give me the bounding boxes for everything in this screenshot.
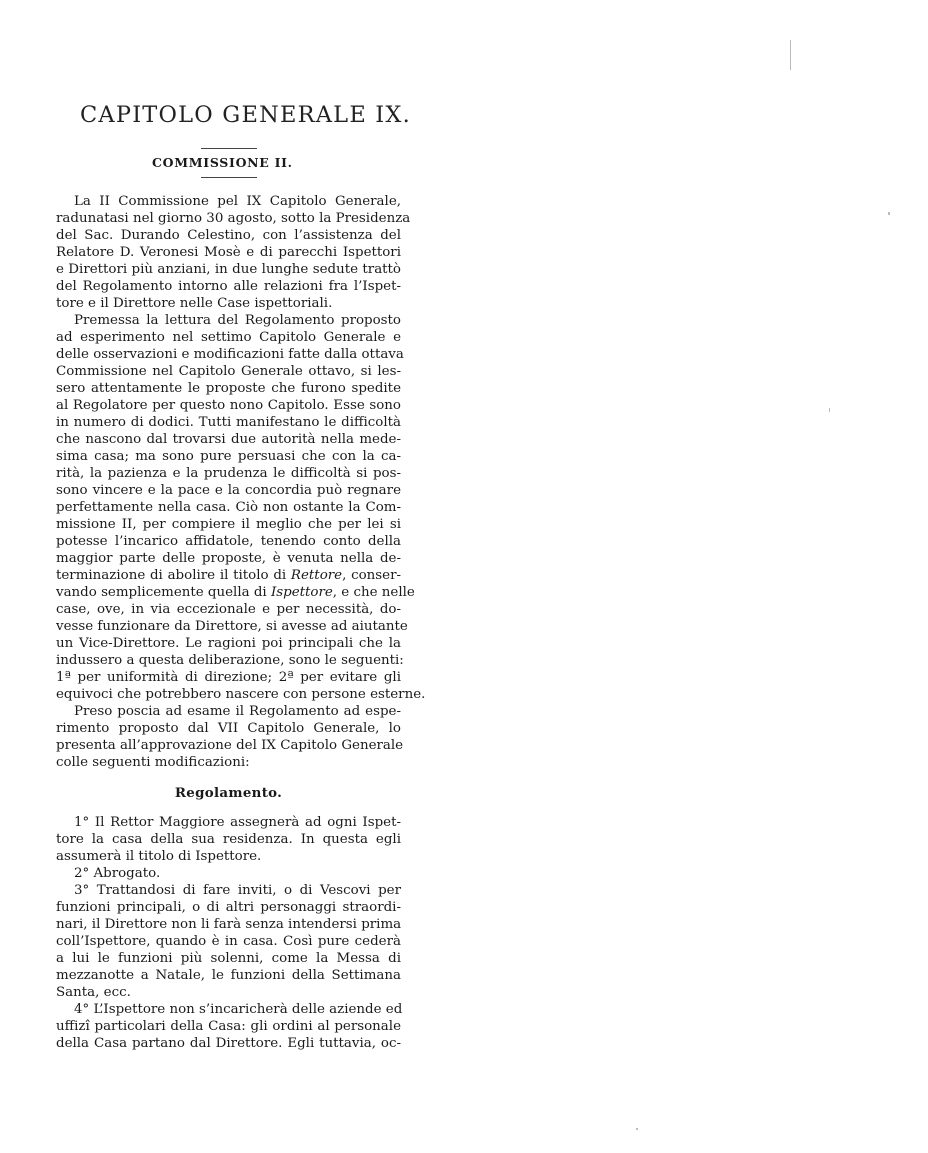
paragraph-line: case, ove, in via eccezionale e per necessità, do-	[56, 602, 401, 617]
title-rule-bottom	[201, 177, 257, 178]
paragraph-line: in numero di dodici. Tutti manifestano le difficoltà	[56, 415, 401, 430]
paragraph-line: Preso poscia ad esame il Regolamento ad espe-	[74, 704, 401, 719]
paragraph-line: potesse l’incarico affidatole, tenendo conto della	[56, 534, 401, 549]
emphasis: Ispettore	[270, 585, 333, 600]
scan-mark	[829, 408, 830, 412]
paragraph-line: La II Commissione pel IX Capitolo Generale,	[74, 194, 401, 209]
paragraph-line: Commissione nel Capitolo Generale ottavo, si les-	[56, 364, 401, 379]
article-line: 1° Il Rettor Maggiore assegnerà ad ogni Ispet-	[74, 815, 401, 830]
paragraph-line: maggior parte delle proposte, è venuta nella de-	[56, 551, 401, 566]
paragraph-line: Relatore D. Veronesi Mosè e di parecchi Ispettori	[56, 245, 401, 260]
article-line: coll’Ispettore, quando è in casa. Così pure cederà	[56, 934, 401, 949]
scan-mark	[636, 1128, 638, 1130]
article-line: tore la casa della sua residenza. In questa egli	[56, 832, 401, 847]
article-line: 2° Abrogato.	[74, 866, 161, 881]
paragraph-line: un Vice-Direttore. Le ragioni poi principali che la	[56, 636, 401, 651]
article-line: a lui le funzioni più solenni, come la Messa di	[56, 951, 401, 966]
article-line: assumerà il titolo di Ispettore.	[56, 849, 262, 864]
paragraph-line: perfettamente nella casa. Ciò non ostante la Com-	[56, 500, 401, 515]
article-line: funzioni principali, o di altri personaggi straordi-	[56, 900, 401, 915]
paragraph-line: presenta all’approvazione del IX Capitolo Generale	[56, 738, 404, 753]
scan-mark	[790, 40, 791, 70]
paragraph-line: e Direttori più anziani, in due lunghe sedute trattò	[56, 262, 401, 277]
article-line: 4° L’Ispettore non s’incaricherà delle aziende ed	[74, 1002, 403, 1017]
paragraph-line: tore e il Direttore nelle Case ispettoriali.	[56, 296, 333, 311]
paragraph-line: rimento proposto dal VII Capitolo Generale, lo	[56, 721, 401, 736]
paragraph-line: sima casa; ma sono pure persuasi che con la ca-	[56, 449, 401, 464]
paragraph-line: sono vincere e la pace e la concordia può regnare	[56, 483, 401, 498]
paragraph-line: radunatasi nel giorno 30 agosto, sotto la Presidenza	[56, 211, 411, 226]
paragraph-line: del Sac. Durando Celestino, con l’assistenza del	[56, 228, 401, 243]
paragraph-line: terminazione di abolire il titolo di Rettore, conser-	[56, 568, 401, 583]
article-line: nari, il Direttore non li farà senza intendersi prima	[56, 917, 402, 932]
article-line: della Casa partano dal Direttore. Egli tuttavia, oc-	[56, 1036, 401, 1051]
paragraph-line: rità, la pazienza e la prudenza le difficoltà si pos-	[56, 466, 401, 481]
paragraph-line: al Regolatore per questo nono Capitolo. Esse sono	[56, 398, 401, 413]
paragraph-line: colle seguenti modificazioni:	[56, 755, 250, 770]
article-line: 3° Trattandosi di fare inviti, o di Vescovi per	[74, 883, 401, 898]
section-heading: Regolamento.	[174, 785, 283, 801]
paragraph-line: 1ª per uniformità di direzione; 2ª per evitare gli	[56, 670, 401, 685]
paragraph-line: vesse funzionare da Direttore, si avesse ad aiutante	[56, 619, 408, 634]
title-rule-top	[201, 148, 257, 149]
paragraph-line: del Regolamento intorno alle relazioni fra l’Ispet-	[56, 279, 401, 294]
paragraph-line: indussero a questa deliberazione, sono le seguenti:	[56, 653, 404, 668]
article-line: Santa, ecc.	[56, 985, 131, 1000]
paragraph-line: che nascono dal trovarsi due autorità nella mede-	[56, 432, 401, 447]
chapter-title: CAPITOLO GENERALE IX.	[80, 102, 411, 128]
paragraph-line: delle osservazioni e modificazioni fatte dalla ottava	[56, 347, 404, 362]
paragraph-line: missione II, per compiere il meglio che per lei si	[56, 517, 401, 532]
paragraph-line: vando semplicemente quella di Ispettore, e che nelle	[56, 585, 415, 600]
paragraph-line: sero attentamente le proposte che furono spedite	[56, 381, 401, 396]
paragraph-line: Premessa la lettura del Regolamento proposto	[74, 313, 401, 328]
emphasis: Rettore	[290, 568, 343, 583]
paragraph-line: ad esperimento nel settimo Capitolo Generale e	[56, 330, 401, 345]
scan-mark	[888, 212, 890, 215]
article-line: uffizî particolari della Casa: gli ordini al personale	[56, 1019, 401, 1034]
commission-subtitle: COMMISSIONE II.	[152, 155, 293, 170]
paragraph-line: equivoci che potrebbero nascere con persone esterne.	[56, 687, 426, 702]
article-line: mezzanotte a Natale, le funzioni della Settimana	[56, 968, 401, 983]
